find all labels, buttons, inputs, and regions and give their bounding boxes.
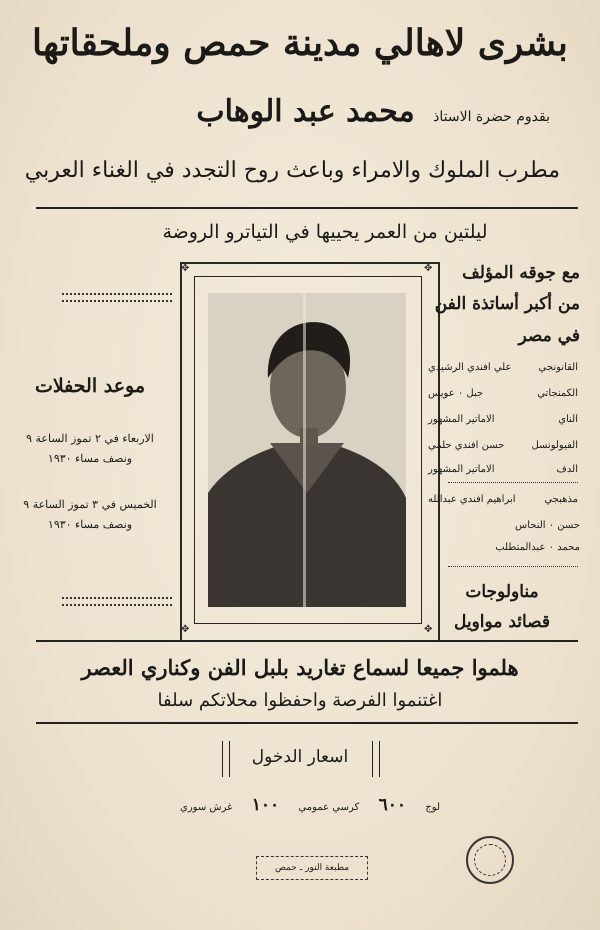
schedule-bottom-rule [62, 604, 172, 606]
chorus-label: مذهبجي [544, 494, 578, 505]
musician-row [428, 362, 578, 373]
musician-row [428, 464, 578, 475]
corner-ornament-icon: ✥ [424, 624, 433, 635]
musician-instrument: الدف [556, 464, 578, 475]
arrival-line [80, 94, 550, 129]
schedule-title: موعد الحفلات [34, 375, 146, 397]
show2-line1: الخميس في ٣ تموز الساعة ٩ [23, 498, 157, 511]
seat-label: كرسي عمومي [298, 802, 360, 813]
call-to-attend: هلموا جميعا لسماع تغاريد بلبل الفن وكناري العصر [81, 655, 519, 680]
musician-instrument: الفيولونسل [531, 440, 578, 451]
headline: بشرى لاهالي مدينة حمص وملحقاتها [32, 22, 568, 64]
chorus-name: محمد ٠ عبدالمتطلب [495, 542, 580, 553]
artist-description: مطرب الملوك والامراء وباعث روح التجدد في الغناء العربي [24, 158, 560, 183]
corner-ornament-icon: ✥ [181, 624, 190, 635]
seat-price: ١٠٠ [251, 795, 280, 815]
musician-row [428, 440, 578, 451]
prices-row [180, 795, 440, 815]
middle-divider [36, 640, 578, 642]
chorus-name: حسن ٠ النحاس [514, 520, 580, 531]
musician-name: جبل ٠ عويس [428, 388, 484, 399]
prices-title: اسعار الدخول [251, 747, 349, 767]
musician-row [428, 388, 578, 399]
show1-line1: الاربعاء في ٢ تموز الساعة ٩ [26, 432, 154, 445]
booking-note: اغتنموا الفرصة واحفظوا محلاتكم سلفا [157, 690, 443, 711]
ensemble-line-1: مع جوقه المؤلف [462, 263, 580, 283]
artist-portrait [208, 293, 406, 607]
performance-nights: ليلتين من العمر يحييها في التياترو الروضة [162, 221, 488, 243]
chorus-divider [448, 566, 578, 567]
show1-line2: ونصف مساء ١٩٣٠ [47, 452, 133, 465]
musician-row [428, 414, 578, 425]
currency-label: غرش سوري [180, 802, 233, 813]
bottom-divider [36, 722, 578, 724]
chorus-name: ابراهيم افندي عبدالله [428, 494, 516, 505]
box-label: لوج [425, 802, 440, 813]
schedule-top-rule [62, 300, 172, 302]
monologues-title: مناولوجات [465, 582, 539, 602]
schedule-top-rule [62, 293, 172, 295]
musician-name: علي افندي الرشيدي [428, 362, 512, 373]
ensemble-line-3: في مصر [518, 326, 580, 346]
corner-ornament-icon: ✥ [181, 263, 190, 274]
artist-name: محمد عبد الوهاب [196, 94, 415, 129]
musician-instrument: الكمنجاتي [537, 388, 578, 399]
musician-name: حسن افندي حلمي [428, 440, 505, 451]
musician-name: الاماتير المشهور [428, 414, 495, 425]
box-price: ٦٠٠ [378, 795, 406, 815]
monologues-subtitle: قصائد مواويل [453, 612, 551, 632]
schedule-bottom-rule [62, 597, 172, 599]
musician-instrument: القانونجي [538, 362, 578, 373]
top-divider [36, 207, 578, 209]
circular-stamp-icon [466, 836, 514, 884]
ensemble-line-2: من أكبر أساتذة الفن [434, 294, 580, 314]
musician-instrument: الناي [558, 414, 578, 425]
musicians-divider [448, 482, 578, 483]
show2-line2: ونصف مساء ١٩٣٠ [47, 518, 133, 531]
corner-ornament-icon: ✥ [424, 263, 433, 274]
musician-name: الاماتير المشهور [428, 464, 495, 475]
arrival-prefix: بقدوم حضرة الاستاذ [433, 109, 550, 125]
chorus-row [428, 494, 578, 505]
printer-imprint: مطبعة النور ـ حمص [256, 856, 368, 880]
